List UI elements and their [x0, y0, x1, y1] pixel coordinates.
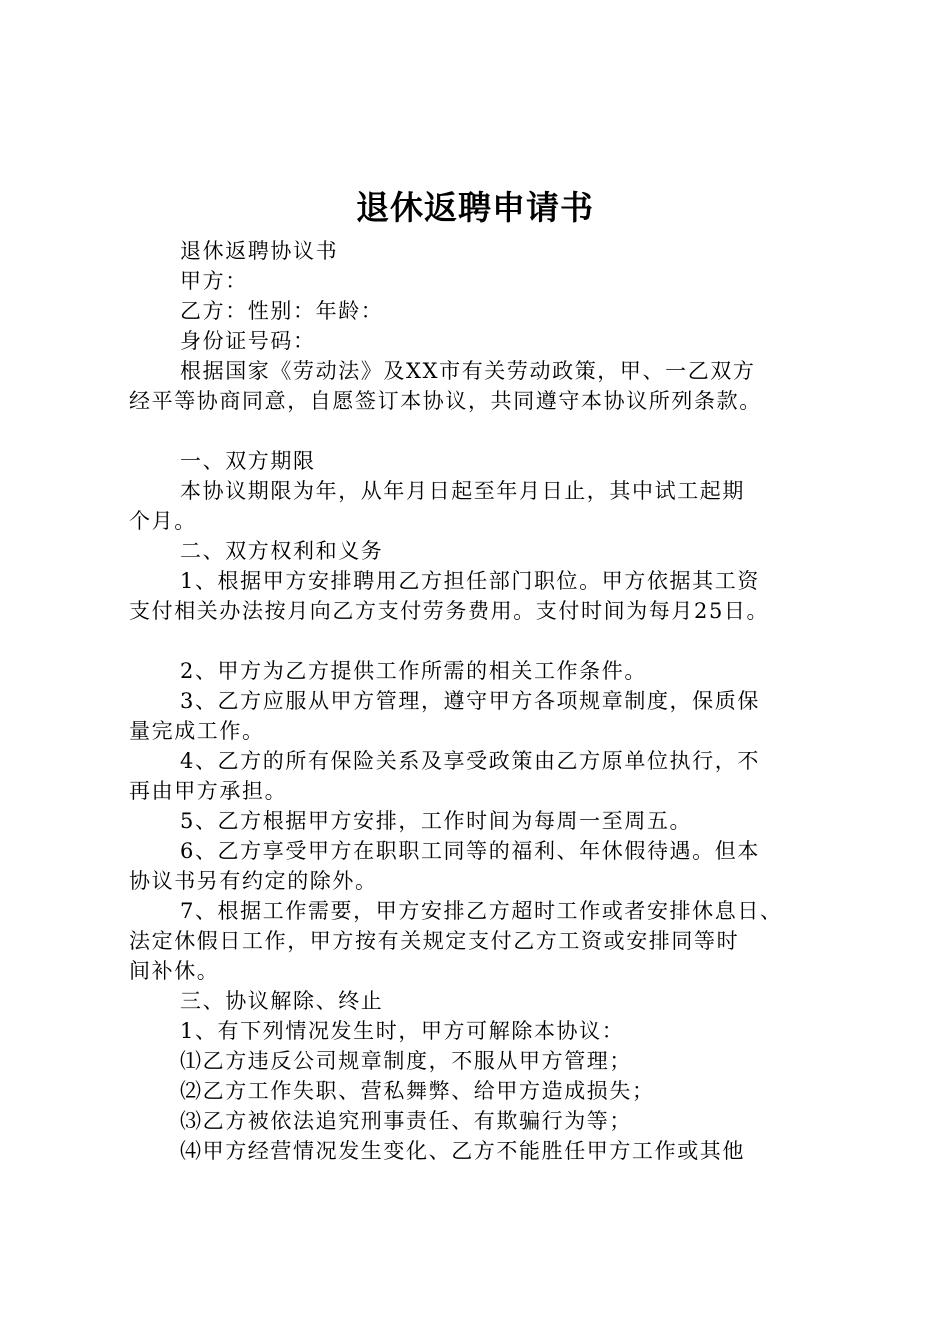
paragraph-line: 6、乙方享受甲方在职职工同等的福利、年休假待遇。但本 [180, 839, 760, 863]
paragraph-line: 乙方：性别：年龄： [180, 299, 384, 323]
paragraph-line: 5、乙方根据甲方安排，工作时间为每周一至周五。 [180, 809, 693, 833]
paragraph-gap [129, 416, 841, 446]
document-body [129, 236, 841, 1166]
document-title: 退休返聘申请书 [356, 188, 594, 227]
paragraph-line: 根据国家《劳动法》及XX市有关劳动政策，甲、一乙双方 [180, 359, 756, 383]
paragraph-line: 支付相关办法按月向乙方支付劳务费用。支付时间为每月25日。 [129, 599, 770, 623]
paragraph-line: 经平等协商同意，自愿签订本协议，共同遵守本协议所列条款。 [129, 389, 762, 413]
paragraph-line: 1、根据甲方安排聘用乙方担任部门职位。甲方依据其工资 [180, 569, 760, 593]
paragraph-line: 协议书另有约定的除外。 [129, 869, 378, 893]
section-heading: 二、双方权利和义务 [180, 539, 384, 563]
paragraph-line: 7、根据工作需要，甲方安排乙方超时工作或者安排休息日、 [180, 899, 783, 923]
paragraph-line: ⑴乙方违反公司规章制度，不服从甲方管理； [180, 1049, 632, 1073]
paragraph-line: 1、有下列情况发生时，甲方可解除本协议： [180, 1019, 625, 1043]
paragraph-line: ⑵乙方工作失职、营私舞弊、给甲方造成损失； [180, 1079, 655, 1103]
paragraph-line: 法定休假日工作，甲方按有关规定支付乙方工资或安排同等时 [129, 929, 740, 953]
paragraph-line: 个月。 [129, 509, 197, 533]
paragraph-line: 本协议期限为年，从年月日起至年月日止，其中试工起期 [180, 479, 745, 503]
paragraph-line: 4、乙方的所有保险关系及享受政策由乙方原单位执行，不 [180, 749, 760, 773]
paragraph-line: 2、甲方为乙方提供工作所需的相关工作条件。 [180, 659, 647, 683]
paragraph-line: 量完成工作。 [129, 719, 265, 743]
paragraph-line: 间补休。 [129, 959, 220, 983]
paragraph-line: 甲方： [180, 269, 248, 293]
paragraph-line: 3、乙方应服从甲方管理，遵守甲方各项规章制度，保质保 [180, 689, 760, 713]
paragraph-line: 再由甲方承担。 [129, 779, 288, 803]
paragraph-gap [129, 626, 841, 656]
section-heading: 三、协议解除、终止 [180, 989, 384, 1013]
paragraph-line: 退休返聘协议书 [180, 239, 339, 263]
paragraph-line: 身份证号码： [180, 329, 316, 353]
paragraph-line: ⑷甲方经营情况发生变化、乙方不能胜任甲方工作或其他 [180, 1139, 745, 1163]
section-heading: 一、双方期限 [180, 449, 316, 473]
paragraph-line: ⑶乙方被依法追究刑事责任、有欺骗行为等； [180, 1109, 632, 1133]
